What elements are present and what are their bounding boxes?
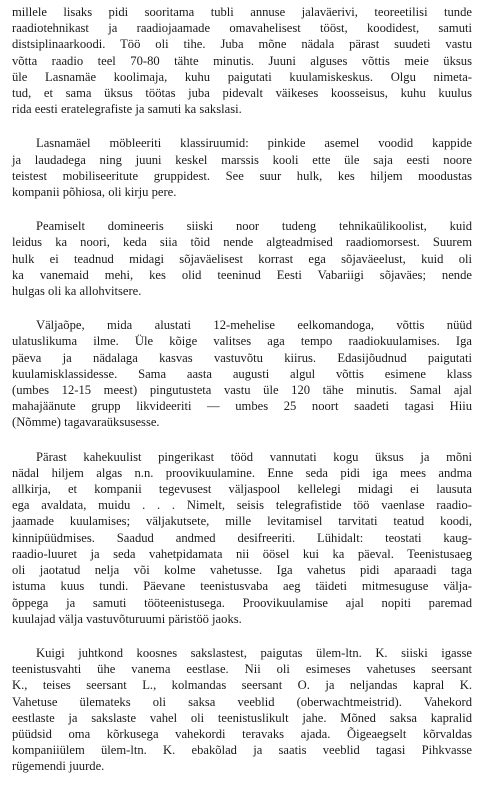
text-line: rügemendi juurde. [12, 759, 105, 774]
text-line: õppega ja samuti tööteenistusega. Proovikuulamise ajal nopiti paremad [12, 595, 472, 610]
text-line: (umbes 12-15 meest) pingutusteta vastu üle 120 tähe minutis. Samal ajal [12, 383, 472, 398]
text-line: kuulajad välja vastuvõturuumi päristöö jaoks. [12, 611, 242, 626]
text-line: ja laudadega ning juuni keskel marssis kooli ette üle saja eesti noore [12, 152, 472, 167]
text-line: allkirja, et kompanii tegevusest väljaspool kellelegi midagi ei lausuta [12, 482, 472, 497]
text-line: ulatuslikuma ilme. Üle kõige valitses aga tempo raadiokuulamises. Iga [12, 334, 472, 349]
paragraph [12, 135, 472, 200]
text-line: (Nõmme) tagavaraüksusesse. [12, 415, 160, 430]
text-line: hulk ei teadnud midagi sõjaväelisest korrast ega sõjaväeelust, kuid oli [12, 251, 472, 266]
text-line: K., teises seersant L., kolmandas seersant O. ja neljandas kapral K. [12, 678, 472, 693]
text-line: teenistusvahti ühe vanema eestlase. Nii oli esimeses vahetuses seersant [12, 662, 472, 677]
paragraph [12, 449, 472, 627]
text-line: istuma kuus tundi. Päevane teenistusvaba aeg täideti mitmesuguse välja- [12, 579, 472, 594]
text-line: Vahetuse ülemateks oli saksa veeblid (oberwachtmeistrid). Vahekord [12, 694, 472, 709]
text-line: Pärast kahekuulist pingerikast tööd vannutati kogu üksus ja mõni [36, 449, 472, 464]
paragraph [12, 645, 472, 775]
paragraph [12, 4, 472, 117]
text-line: Väljaõpe, mida alustati 12-mehelise eelkomandoga, võttis nüüd [36, 318, 472, 333]
text-line: millele lisaks pidi sooritama tubli annuse jalaväerivi, teoreetilisi tunde [12, 5, 472, 19]
text-line: hulgas oli ka allohvitsere. [12, 284, 142, 299]
text-line: teistest mobiliseeritute gruppidest. See suur hulk, kes hiljem moodustas [12, 168, 472, 183]
text-line: distsiplinaarkoodi. Töö oli tihe. Juba mõne nädala pärast suudeti vastu [12, 37, 472, 52]
paragraph [12, 317, 472, 430]
text-line: rida eesti eratelegrafiste ja samuti ka sakslasi. [12, 102, 242, 117]
text-line: nädal hiljem algas n.n. proovikuulamine. Enne seda pidi iga mees andma [12, 465, 472, 480]
text-line: eestlaste ja sakslaste vahel oli teenistuslikult jahe. Mõned saksa kapralid [12, 710, 472, 725]
text-line: Kuigi juhtkond koosnes sakslastest, paigutas ülem-ltn. K. siiski igasse [36, 645, 472, 660]
document-page [12, 4, 472, 793]
text-line: oli jaotatud nelja või kolme vahetusse. Iga vahetus pidi aparaadi taga [12, 563, 472, 578]
text-line: üle Lasnamäe koolimaja, kuhu paigutati kuulamiskeskus. Olgu nimeta- [12, 69, 472, 84]
text-line: Peamiselt domineeris siiski noor tudeng tehnikaülikoolist, kuid [36, 219, 472, 234]
text-line: Lasnamäel möbleeriti klassiruumid: pinkide asemel voodid kappide [36, 136, 472, 151]
text-line: tud, et sama üksus töötas juba pidevalt väikeses koosseisus, kuhu kuulus [12, 86, 472, 101]
text-line: päeva ja nädalaga kasvas vastuvõtu kiirus. Edasijõudnud paigutati [12, 350, 472, 365]
text-line: kompaniiülem ülem-ltn. K. ebakõlad ja saatis veeblid tagasi Pihkvasse [12, 743, 472, 758]
text-line: leidus ka noori, keda siia tõid nende algteadmised raadiomorsest. Suurem [12, 235, 472, 250]
paragraph [12, 218, 472, 299]
text-line: ega avaldata, muidu . . . Nimelt, seisis telegrafistide töö vaenlase raadio- [12, 498, 472, 513]
text-line: ka vanemaid mehi, kes olid teeninud Eesti Vabariigi sõjaväes; nende [12, 267, 472, 282]
text-line: kuulamisklassidesse. Sama aasta augusti algul võttis esimene klass [12, 366, 472, 381]
text-line: mahajäänute grupp likvideeriti — umbes 25 noort saadeti tagasi Hiiu [12, 399, 472, 414]
text-line: raadiotehnikast ja raadiojaamade omavahelisest tööst, koodidest, samuti [12, 21, 472, 36]
text-line: püüdsid oma kõrkusega vahekordi teravaks ajada. Õigeaegselt kõrvaldas [12, 726, 472, 741]
text-line: võtta raadio teel 70-80 tähte minutis. Juuni alguses võttis meie üksus [12, 53, 472, 68]
text-line: jaamade kuulamises; väljakutsete, mille levitamisel tarvitati teatud koodi, [12, 514, 472, 529]
text-line: kompanii põhiosa, oli kirju pere. [12, 185, 177, 200]
text-line: raadio-luuret ja seda vahetpidamata nii öösel kui ka päeval. Teenistusaeg [12, 546, 472, 561]
text-line: kinnipüüdmises. Saadud andmed desifreeriti. Lühidalt: teostati kaug- [12, 530, 472, 545]
